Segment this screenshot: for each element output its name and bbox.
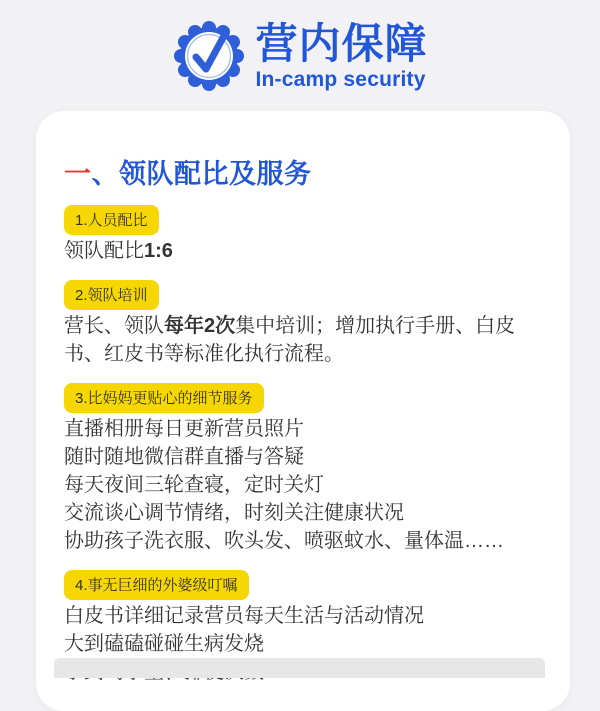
content-card	[36, 111, 570, 711]
yellow-label-badge: 1.人员配比	[64, 205, 159, 235]
section-title-text: 、领队配比及服务	[91, 159, 312, 189]
yellow-label-badge: 4.事无巨细的外婆级叮嘱	[64, 570, 249, 600]
yellow-label-badge: 2.领队培训	[64, 280, 159, 310]
body-line	[64, 602, 544, 630]
body-line	[64, 312, 544, 368]
body-line	[64, 415, 544, 443]
next-section-divider	[54, 658, 545, 678]
text-segment: 交流谈心调节情绪，时刻关注健康状况	[64, 502, 404, 524]
text-segment: 协助孩子洗衣服、吹头发、喷驱蚊水、量体温……	[64, 530, 504, 552]
page-subtitle: In-camp security	[255, 67, 426, 91]
text-segment: 白皮书详细记录营员每天生活与活动情况	[64, 605, 424, 627]
text-segment: 每天夜间三轮查寝，定时关灯	[64, 474, 324, 496]
content-group	[64, 280, 544, 368]
content-group	[64, 205, 544, 265]
text-segment: 领队配比	[64, 240, 144, 262]
content-groups	[64, 205, 544, 686]
body-line	[64, 237, 544, 265]
verified-seal-icon	[172, 19, 246, 93]
section-number: 一	[64, 159, 92, 189]
section-title	[64, 152, 544, 191]
bold-text-segment: 1:6	[144, 240, 173, 262]
text-segment: 集中培训；增加执行手册、白皮书、红皮书等标准化执行流程。	[64, 315, 516, 365]
text-segment: 直播相册每日更新营员照片	[64, 418, 304, 440]
page-header	[0, 0, 600, 110]
body-line	[64, 630, 544, 658]
bold-text-segment: 每年2次	[164, 315, 236, 337]
body-line	[64, 443, 544, 471]
page-title: 营内保障	[255, 19, 428, 67]
text-segment: 随时随地微信群直播与答疑	[64, 446, 304, 468]
body-line	[64, 471, 544, 499]
body-line	[64, 499, 544, 527]
content-group	[64, 383, 544, 555]
yellow-label-badge: 3.比妈妈更贴心的细节服务	[64, 383, 264, 413]
header-text	[255, 19, 428, 91]
text-segment: 大到磕磕碰碰生病发烧	[64, 633, 264, 655]
body-line	[64, 527, 544, 555]
text-segment: 营长、领队	[64, 315, 164, 337]
